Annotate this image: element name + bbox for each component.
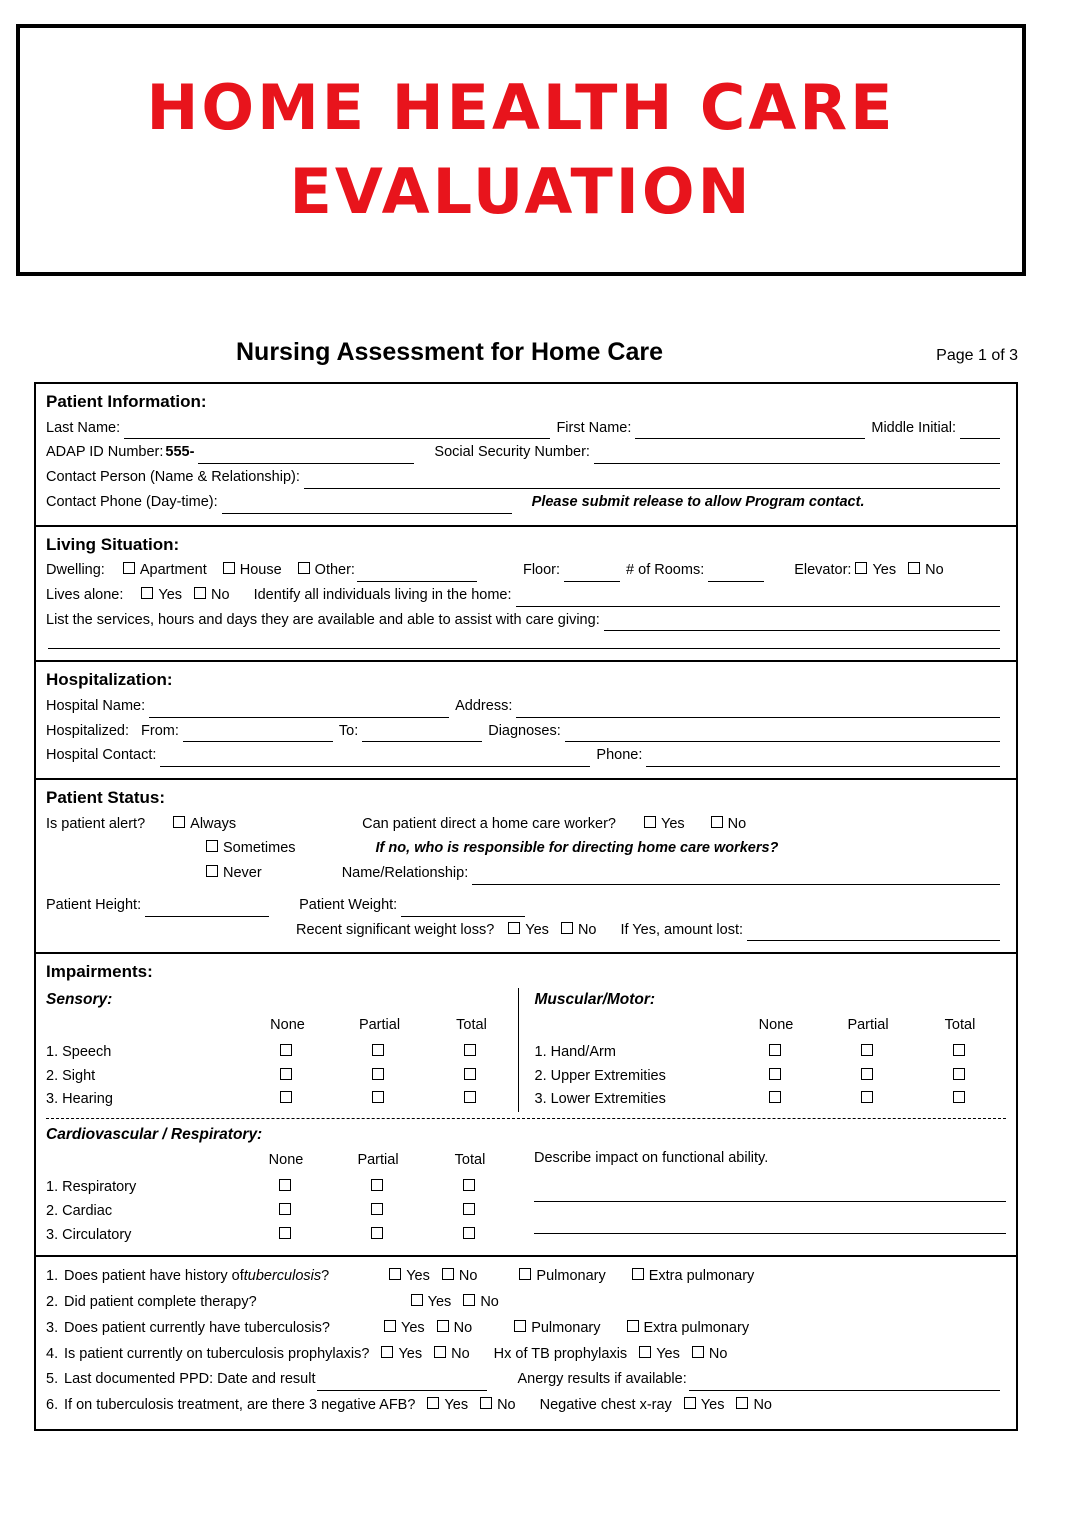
hospital-name-input[interactable] bbox=[149, 703, 449, 718]
assessment-form bbox=[34, 382, 1018, 1431]
table-header-row bbox=[46, 1148, 516, 1176]
impairments-grid bbox=[46, 988, 1006, 1112]
cardiovascular-grid bbox=[46, 1148, 1006, 1247]
tb-q3-number: 3. bbox=[46, 1319, 59, 1336]
muscular-col-partial: Partial bbox=[847, 1017, 889, 1033]
checkbox-cardiac-partial[interactable] bbox=[371, 1203, 383, 1215]
hospitalized-from-input[interactable] bbox=[183, 727, 333, 742]
banner-title: HOME HEALTH CARE EVALUATION bbox=[146, 71, 896, 228]
section-impairments bbox=[36, 954, 1016, 1257]
checkbox-tb-q4-hx-yes[interactable] bbox=[639, 1346, 651, 1358]
hospital-contact-row bbox=[46, 745, 1006, 767]
checkbox-tb-q4-hx-no[interactable] bbox=[692, 1346, 704, 1358]
cardiovascular-table-block bbox=[46, 1148, 516, 1247]
impairments-divider bbox=[46, 1118, 1006, 1119]
cell-upper-none bbox=[730, 1065, 822, 1089]
contact-person-input[interactable] bbox=[304, 474, 1000, 489]
checkbox-lower-none[interactable] bbox=[769, 1091, 781, 1103]
cell-circ-total bbox=[424, 1224, 516, 1248]
hospital-phone-label: Phone: bbox=[596, 747, 643, 764]
cvr-item-header bbox=[46, 1148, 240, 1176]
tb-q4-hx-label: Hx of TB prophylaxis bbox=[493, 1345, 628, 1362]
tb-q3-text: Does patient currently have tuberculosis? bbox=[64, 1319, 330, 1336]
to-label: To: bbox=[338, 722, 359, 739]
checkbox-respiratory-partial[interactable] bbox=[371, 1179, 383, 1191]
checkbox-sight-partial[interactable] bbox=[372, 1068, 384, 1080]
hospitalized-label: Hospitalized: bbox=[46, 722, 130, 739]
diagnoses-input[interactable] bbox=[565, 727, 1000, 742]
hospital-contact-label: Hospital Contact: bbox=[46, 747, 157, 764]
hospital-name-label: Hospital Name: bbox=[46, 697, 146, 714]
contact-person-label: Contact Person (Name & Relationship): bbox=[46, 469, 300, 485]
cell-resp-partial bbox=[332, 1176, 424, 1200]
tb-q2-number: 2. bbox=[46, 1294, 59, 1310]
checkbox-upper-total[interactable] bbox=[953, 1068, 965, 1080]
table-row bbox=[535, 1041, 1007, 1065]
tb-q6-option-yes: Yes bbox=[444, 1397, 469, 1413]
first-name-input[interactable] bbox=[635, 424, 865, 439]
services-input-2[interactable] bbox=[48, 634, 1000, 649]
patient-status-title: Patient Status: bbox=[46, 788, 166, 807]
cell-sight-partial bbox=[334, 1065, 426, 1089]
hospital-contact-input[interactable] bbox=[160, 752, 590, 767]
tb-q1-text-a: Does patient have history of bbox=[64, 1268, 244, 1285]
tb-q1-option-no: No bbox=[458, 1268, 478, 1285]
hospitalized-dates-row bbox=[46, 721, 1006, 743]
dwelling-other-input[interactable] bbox=[357, 567, 477, 582]
tb-q4-option-yes: Yes bbox=[398, 1345, 423, 1362]
checkbox-direct-no[interactable] bbox=[711, 816, 723, 828]
tb-q6-text: If on tuberculosis treatment, are there 3 negative AFB? bbox=[64, 1397, 416, 1413]
checkbox-tb-q1-yes[interactable] bbox=[389, 1268, 401, 1280]
checkbox-tb-q4-no[interactable] bbox=[434, 1346, 446, 1358]
form-header bbox=[36, 338, 1018, 367]
checkbox-tb-q2-yes[interactable] bbox=[411, 1294, 423, 1306]
elevator-option-yes: Yes bbox=[872, 562, 897, 578]
checkbox-hand-total[interactable] bbox=[953, 1044, 965, 1056]
tb-q5-anergy-input[interactable] bbox=[689, 1376, 1000, 1391]
services-input[interactable] bbox=[604, 616, 1000, 631]
direct-option-no: No bbox=[727, 815, 747, 832]
tb-q2-option-yes: Yes bbox=[427, 1294, 452, 1310]
cell-upper-total bbox=[914, 1065, 1006, 1089]
checkbox-lives-alone-yes[interactable] bbox=[141, 587, 153, 599]
cell-upper-partial bbox=[822, 1065, 914, 1089]
tb-q6-number: 6. bbox=[46, 1397, 59, 1413]
cell-speech-none bbox=[242, 1041, 334, 1065]
checkbox-tb-q6-yes[interactable] bbox=[427, 1397, 439, 1409]
middle-initial-label: Middle Initial: bbox=[871, 419, 956, 436]
adap-id-prefix: 555- bbox=[165, 444, 195, 461]
rooms-label: # of Rooms: bbox=[626, 562, 705, 578]
table-header-row bbox=[535, 1013, 1007, 1041]
table-row bbox=[535, 1088, 1007, 1112]
name-relationship-input[interactable] bbox=[472, 870, 1000, 885]
muscular-block bbox=[518, 988, 1007, 1112]
elevator-option-no: No bbox=[925, 562, 944, 578]
tb-q1-text-italic: tuberculosis bbox=[243, 1268, 322, 1285]
last-name-input[interactable] bbox=[124, 424, 550, 439]
amount-lost-label: If Yes, amount lost: bbox=[620, 921, 744, 938]
table-row bbox=[46, 1088, 518, 1112]
alert-row-1 bbox=[46, 814, 1006, 836]
if-no-responsible-label: If no, who is responsible for directing home care workers? bbox=[375, 840, 779, 857]
table-row bbox=[46, 1176, 516, 1200]
rooms-input[interactable] bbox=[708, 567, 764, 582]
checkbox-tb-q4-yes[interactable] bbox=[381, 1346, 393, 1358]
checkbox-elevator-yes[interactable] bbox=[855, 562, 867, 574]
muscular-heading: Muscular/Motor: bbox=[534, 990, 656, 1008]
section-living-situation bbox=[36, 527, 1016, 663]
patient-alert-label: Is patient alert? bbox=[46, 815, 146, 832]
contact-phone-input[interactable] bbox=[222, 499, 512, 514]
dwelling-option-other: Other: bbox=[314, 562, 355, 578]
tb-q1-number: 1. bbox=[46, 1268, 59, 1285]
tb-q2-text: Did patient complete therapy? bbox=[64, 1294, 257, 1310]
floor-label: Floor: bbox=[522, 562, 561, 578]
checkbox-direct-yes[interactable] bbox=[644, 816, 656, 828]
dwelling-option-house: House bbox=[239, 562, 282, 578]
cell-speech-total bbox=[426, 1041, 518, 1065]
alert-option-never: Never bbox=[223, 865, 262, 881]
weight-loss-label: Recent significant weight loss? bbox=[296, 921, 495, 938]
tb-question-4 bbox=[46, 1344, 1006, 1366]
tb-q3-type-extra-pulmonary: Extra pulmonary bbox=[643, 1319, 750, 1336]
floor-input[interactable] bbox=[564, 567, 620, 582]
title-banner bbox=[16, 24, 1026, 276]
table-row bbox=[46, 1224, 516, 1248]
cell-cardiac-partial bbox=[332, 1200, 424, 1224]
cell-resp-none bbox=[240, 1176, 332, 1200]
name-relationship-label: Name/Relationship: bbox=[341, 865, 469, 881]
describe-impact-input-1[interactable] bbox=[534, 1180, 1006, 1202]
cell-lower-total bbox=[914, 1088, 1006, 1112]
checkbox-cardiac-none[interactable] bbox=[279, 1203, 291, 1215]
checkbox-lower-partial[interactable] bbox=[861, 1091, 873, 1103]
tb-q4-option-no: No bbox=[451, 1345, 470, 1362]
sensory-item-header bbox=[46, 1013, 242, 1041]
checkbox-upper-partial[interactable] bbox=[861, 1068, 873, 1080]
tb-q1-type-extra-pulmonary: Extra pulmonary bbox=[648, 1268, 755, 1285]
tb-question-2 bbox=[46, 1292, 1006, 1314]
table-header-row bbox=[46, 1013, 518, 1041]
checkbox-circulatory-total[interactable] bbox=[463, 1227, 475, 1239]
alert-row-2 bbox=[46, 838, 1006, 860]
describe-impact-label: Describe impact on functional ability. bbox=[534, 1150, 769, 1167]
address-input[interactable] bbox=[516, 703, 1000, 718]
tb-q1-text-b: ? bbox=[321, 1268, 330, 1285]
tb-q6-xray-label: Negative chest x-ray bbox=[539, 1397, 672, 1413]
tb-q3-option-yes: Yes bbox=[400, 1319, 425, 1336]
tb-question-3 bbox=[46, 1318, 1006, 1340]
cell-hand-total bbox=[914, 1041, 1006, 1065]
services-label: List the services, hours and days they are available and able to assist with care giving: bbox=[46, 611, 600, 628]
checkbox-lives-alone-no[interactable] bbox=[194, 587, 206, 599]
checkbox-tb-q3-no[interactable] bbox=[437, 1320, 449, 1332]
tb-q3-option-no: No bbox=[453, 1319, 473, 1336]
document-title: Nursing Assessment for Home Care bbox=[236, 338, 663, 366]
muscular-item-header bbox=[535, 1013, 731, 1041]
contact-phone-label: Contact Phone (Day-time): bbox=[46, 493, 218, 510]
patient-weight-input[interactable] bbox=[401, 902, 525, 917]
cell-speech-partial bbox=[334, 1041, 426, 1065]
tb-q4-number: 4. bbox=[46, 1345, 59, 1362]
checkbox-sight-none[interactable] bbox=[280, 1068, 292, 1080]
table-row bbox=[46, 1065, 518, 1089]
lives-alone-label: Lives alone: bbox=[46, 586, 124, 603]
tb-q6-option-no: No bbox=[497, 1397, 516, 1413]
cardiovascular-heading: Cardiovascular / Respiratory: bbox=[46, 1126, 263, 1143]
services-row-2 bbox=[46, 634, 1006, 649]
hospitalization-title: Hospitalization: bbox=[46, 670, 173, 690]
section-patient-information bbox=[36, 384, 1016, 527]
dwelling-label: Dwelling: bbox=[46, 562, 105, 578]
describe-impact-block bbox=[516, 1148, 1006, 1247]
tb-q5-text: Last documented PPD: Date and result bbox=[64, 1371, 316, 1388]
patient-weight-label: Patient Weight: bbox=[299, 896, 398, 913]
cell-hearing-partial bbox=[334, 1088, 426, 1112]
living-situation-title: Living Situation: bbox=[46, 534, 180, 554]
checkbox-tb-q6-xray-yes[interactable] bbox=[684, 1397, 696, 1409]
cvr-item-circulatory: 3. Circulatory bbox=[46, 1226, 132, 1243]
table-row bbox=[46, 1200, 516, 1224]
hospitalized-to-input[interactable] bbox=[362, 727, 482, 742]
tb-q2-option-no: No bbox=[480, 1294, 499, 1310]
contact-phone-row bbox=[46, 492, 1006, 514]
muscular-item-hand-arm: 1. Hand/Arm bbox=[534, 1043, 616, 1060]
weight-loss-option-no: No bbox=[577, 921, 597, 938]
checkbox-tb-q1-pulmonary[interactable] bbox=[519, 1268, 531, 1280]
tb-q4-hx-option-no: No bbox=[708, 1345, 728, 1362]
sensory-item-speech: 1. Speech bbox=[46, 1043, 112, 1060]
hospital-name-row bbox=[46, 696, 1006, 718]
cardiovascular-table bbox=[46, 1148, 516, 1247]
page-number: Page 1 of 3 bbox=[936, 347, 1018, 364]
checkbox-cardiac-total[interactable] bbox=[463, 1203, 475, 1215]
describe-impact-input-2[interactable] bbox=[534, 1212, 1006, 1234]
checkbox-weight-loss-no[interactable] bbox=[561, 922, 573, 934]
muscular-item-lower: 3. Lower Extremities bbox=[534, 1091, 666, 1108]
checkbox-hearing-partial[interactable] bbox=[372, 1091, 384, 1103]
last-name-label: Last Name: bbox=[46, 419, 121, 436]
cvr-col-partial: Partial bbox=[357, 1152, 399, 1169]
checkbox-tb-q1-extra-pulmonary[interactable] bbox=[632, 1268, 644, 1280]
checkbox-speech-none[interactable] bbox=[280, 1044, 292, 1056]
checkbox-speech-partial[interactable] bbox=[372, 1044, 384, 1056]
cell-sight-total bbox=[426, 1065, 518, 1089]
checkbox-hand-none[interactable] bbox=[769, 1044, 781, 1056]
lives-alone-option-yes: Yes bbox=[158, 586, 183, 603]
alert-option-sometimes: Sometimes bbox=[223, 840, 296, 857]
muscular-item-upper: 2. Upper Extremities bbox=[534, 1067, 666, 1084]
checkbox-dwelling-house[interactable] bbox=[223, 562, 235, 574]
ssn-input[interactable] bbox=[594, 449, 1000, 464]
table-row bbox=[46, 1041, 518, 1065]
checkbox-alert-sometimes[interactable] bbox=[206, 840, 218, 852]
tb-q1-type-pulmonary: Pulmonary bbox=[536, 1268, 606, 1285]
patient-information-title: Patient Information: bbox=[46, 392, 207, 411]
tb-q6-xray-option-yes: Yes bbox=[700, 1397, 725, 1413]
cvr-col-total: Total bbox=[454, 1152, 486, 1169]
checkbox-respiratory-total[interactable] bbox=[463, 1179, 475, 1191]
table-row bbox=[535, 1065, 1007, 1089]
checkbox-tb-q3-pulmonary[interactable] bbox=[514, 1320, 526, 1332]
adap-ssn-row bbox=[46, 442, 1006, 464]
checkbox-tb-q6-xray-no[interactable] bbox=[736, 1397, 748, 1409]
middle-initial-input[interactable] bbox=[960, 424, 1000, 439]
tb-q4-hx-option-yes: Yes bbox=[656, 1345, 680, 1362]
height-weight-row bbox=[46, 895, 1006, 917]
checkbox-hearing-none[interactable] bbox=[280, 1091, 292, 1103]
sensory-heading: Sensory: bbox=[46, 990, 113, 1008]
cell-hearing-total bbox=[426, 1088, 518, 1112]
checkbox-respiratory-none[interactable] bbox=[279, 1179, 291, 1191]
weight-loss-row bbox=[46, 920, 1006, 942]
cell-cardiac-none bbox=[240, 1200, 332, 1224]
sensory-col-none: None bbox=[270, 1017, 305, 1033]
patient-height-input[interactable] bbox=[145, 902, 269, 917]
alert-option-always: Always bbox=[190, 815, 237, 832]
address-label: Address: bbox=[455, 697, 513, 714]
sensory-item-sight: 2. Sight bbox=[46, 1067, 96, 1084]
patient-height-label: Patient Height: bbox=[46, 896, 142, 913]
identify-individuals-input[interactable] bbox=[516, 592, 1000, 607]
release-note: Please submit release to allow Program contact. bbox=[531, 493, 865, 510]
tb-question-5 bbox=[46, 1369, 1006, 1391]
checkbox-sight-total[interactable] bbox=[464, 1068, 476, 1080]
checkbox-hearing-total[interactable] bbox=[464, 1091, 476, 1103]
cell-lower-none bbox=[730, 1088, 822, 1112]
section-tuberculosis bbox=[36, 1257, 1016, 1429]
checkbox-circulatory-partial[interactable] bbox=[371, 1227, 383, 1239]
direct-option-yes: Yes bbox=[660, 815, 685, 832]
cell-resp-total bbox=[424, 1176, 516, 1200]
adap-id-input[interactable] bbox=[198, 449, 414, 464]
cell-hand-partial bbox=[822, 1041, 914, 1065]
sensory-col-total: Total bbox=[456, 1017, 487, 1033]
cell-hearing-none bbox=[242, 1088, 334, 1112]
checkbox-tb-q2-no[interactable] bbox=[463, 1294, 475, 1306]
impairments-title: Impairments: bbox=[46, 962, 153, 982]
checkbox-dwelling-apartment[interactable] bbox=[123, 562, 135, 574]
checkbox-alert-never[interactable] bbox=[206, 865, 218, 877]
section-patient-status bbox=[36, 780, 1016, 954]
cvr-col-none: None bbox=[268, 1152, 304, 1169]
checkbox-alert-always[interactable] bbox=[173, 816, 185, 828]
checkbox-circulatory-none[interactable] bbox=[279, 1227, 291, 1239]
tb-q4-text: Is patient currently on tuberculosis prophylaxis? bbox=[64, 1345, 370, 1362]
contact-person-row bbox=[46, 467, 1006, 489]
checkbox-tb-q1-no[interactable] bbox=[442, 1268, 454, 1280]
cell-sight-none bbox=[242, 1065, 334, 1089]
tb-q5-number: 5. bbox=[46, 1371, 59, 1388]
hospital-phone-input[interactable] bbox=[646, 752, 1000, 767]
cell-circ-partial bbox=[332, 1224, 424, 1248]
sensory-item-hearing: 3. Hearing bbox=[46, 1091, 113, 1108]
muscular-col-total: Total bbox=[944, 1017, 976, 1033]
tb-question-1 bbox=[46, 1266, 1006, 1288]
weight-loss-option-yes: Yes bbox=[525, 921, 549, 938]
tb-q6-xray-option-no: No bbox=[753, 1397, 772, 1413]
checkbox-upper-none[interactable] bbox=[769, 1068, 781, 1080]
alert-row-3 bbox=[46, 863, 1006, 885]
cell-lower-partial bbox=[822, 1088, 914, 1112]
cvr-item-respiratory: 1. Respiratory bbox=[46, 1179, 137, 1195]
tb-q1-option-yes: Yes bbox=[406, 1268, 430, 1285]
diagnoses-label: Diagnoses: bbox=[488, 722, 561, 739]
sensory-col-partial: Partial bbox=[358, 1017, 401, 1033]
checkbox-tb-q6-no[interactable] bbox=[480, 1397, 492, 1409]
checkbox-tb-q3-extra-pulmonary[interactable] bbox=[627, 1320, 639, 1332]
first-name-label: First Name: bbox=[556, 419, 632, 436]
ssn-label: Social Security Number: bbox=[434, 444, 590, 461]
name-row bbox=[46, 418, 1006, 440]
cvr-item-cardiac: 2. Cardiac bbox=[46, 1202, 113, 1219]
tb-question-6 bbox=[46, 1395, 1006, 1417]
lives-alone-row bbox=[46, 585, 1006, 607]
muscular-table bbox=[535, 1013, 1007, 1112]
checkbox-dwelling-other[interactable] bbox=[298, 562, 310, 574]
checkbox-elevator-no[interactable] bbox=[908, 562, 920, 574]
cell-hand-none bbox=[730, 1041, 822, 1065]
lives-alone-option-no: No bbox=[211, 586, 230, 603]
elevator-label: Elevator: bbox=[794, 562, 852, 578]
checkbox-hand-partial[interactable] bbox=[861, 1044, 873, 1056]
sensory-block bbox=[46, 988, 518, 1112]
cell-circ-none bbox=[240, 1224, 332, 1248]
identify-individuals-label: Identify all individuals living in the home: bbox=[253, 586, 512, 603]
dwelling-row bbox=[46, 560, 1006, 582]
amount-lost-input[interactable] bbox=[747, 926, 1000, 941]
checkbox-speech-total[interactable] bbox=[464, 1044, 476, 1056]
tb-q5-anergy-label: Anergy results if available: bbox=[517, 1371, 687, 1388]
section-hospitalization bbox=[36, 662, 1016, 780]
tb-q3-type-pulmonary: Pulmonary bbox=[531, 1319, 601, 1336]
sensory-table bbox=[46, 1013, 518, 1112]
direct-worker-label: Can patient direct a home care worker? bbox=[362, 815, 616, 832]
from-label: From: bbox=[141, 722, 179, 739]
checkbox-lower-total[interactable] bbox=[953, 1091, 965, 1103]
muscular-col-none: None bbox=[758, 1017, 794, 1033]
tb-q5-ppd-input[interactable] bbox=[317, 1376, 487, 1391]
adap-id-label: ADAP ID Number: bbox=[46, 444, 164, 461]
cell-cardiac-total bbox=[424, 1200, 516, 1224]
services-row bbox=[46, 610, 1006, 632]
dwelling-option-apartment: Apartment bbox=[139, 562, 207, 578]
checkbox-weight-loss-yes[interactable] bbox=[508, 922, 520, 934]
checkbox-tb-q3-yes[interactable] bbox=[384, 1320, 396, 1332]
describe-impact-lines bbox=[534, 1180, 1006, 1234]
